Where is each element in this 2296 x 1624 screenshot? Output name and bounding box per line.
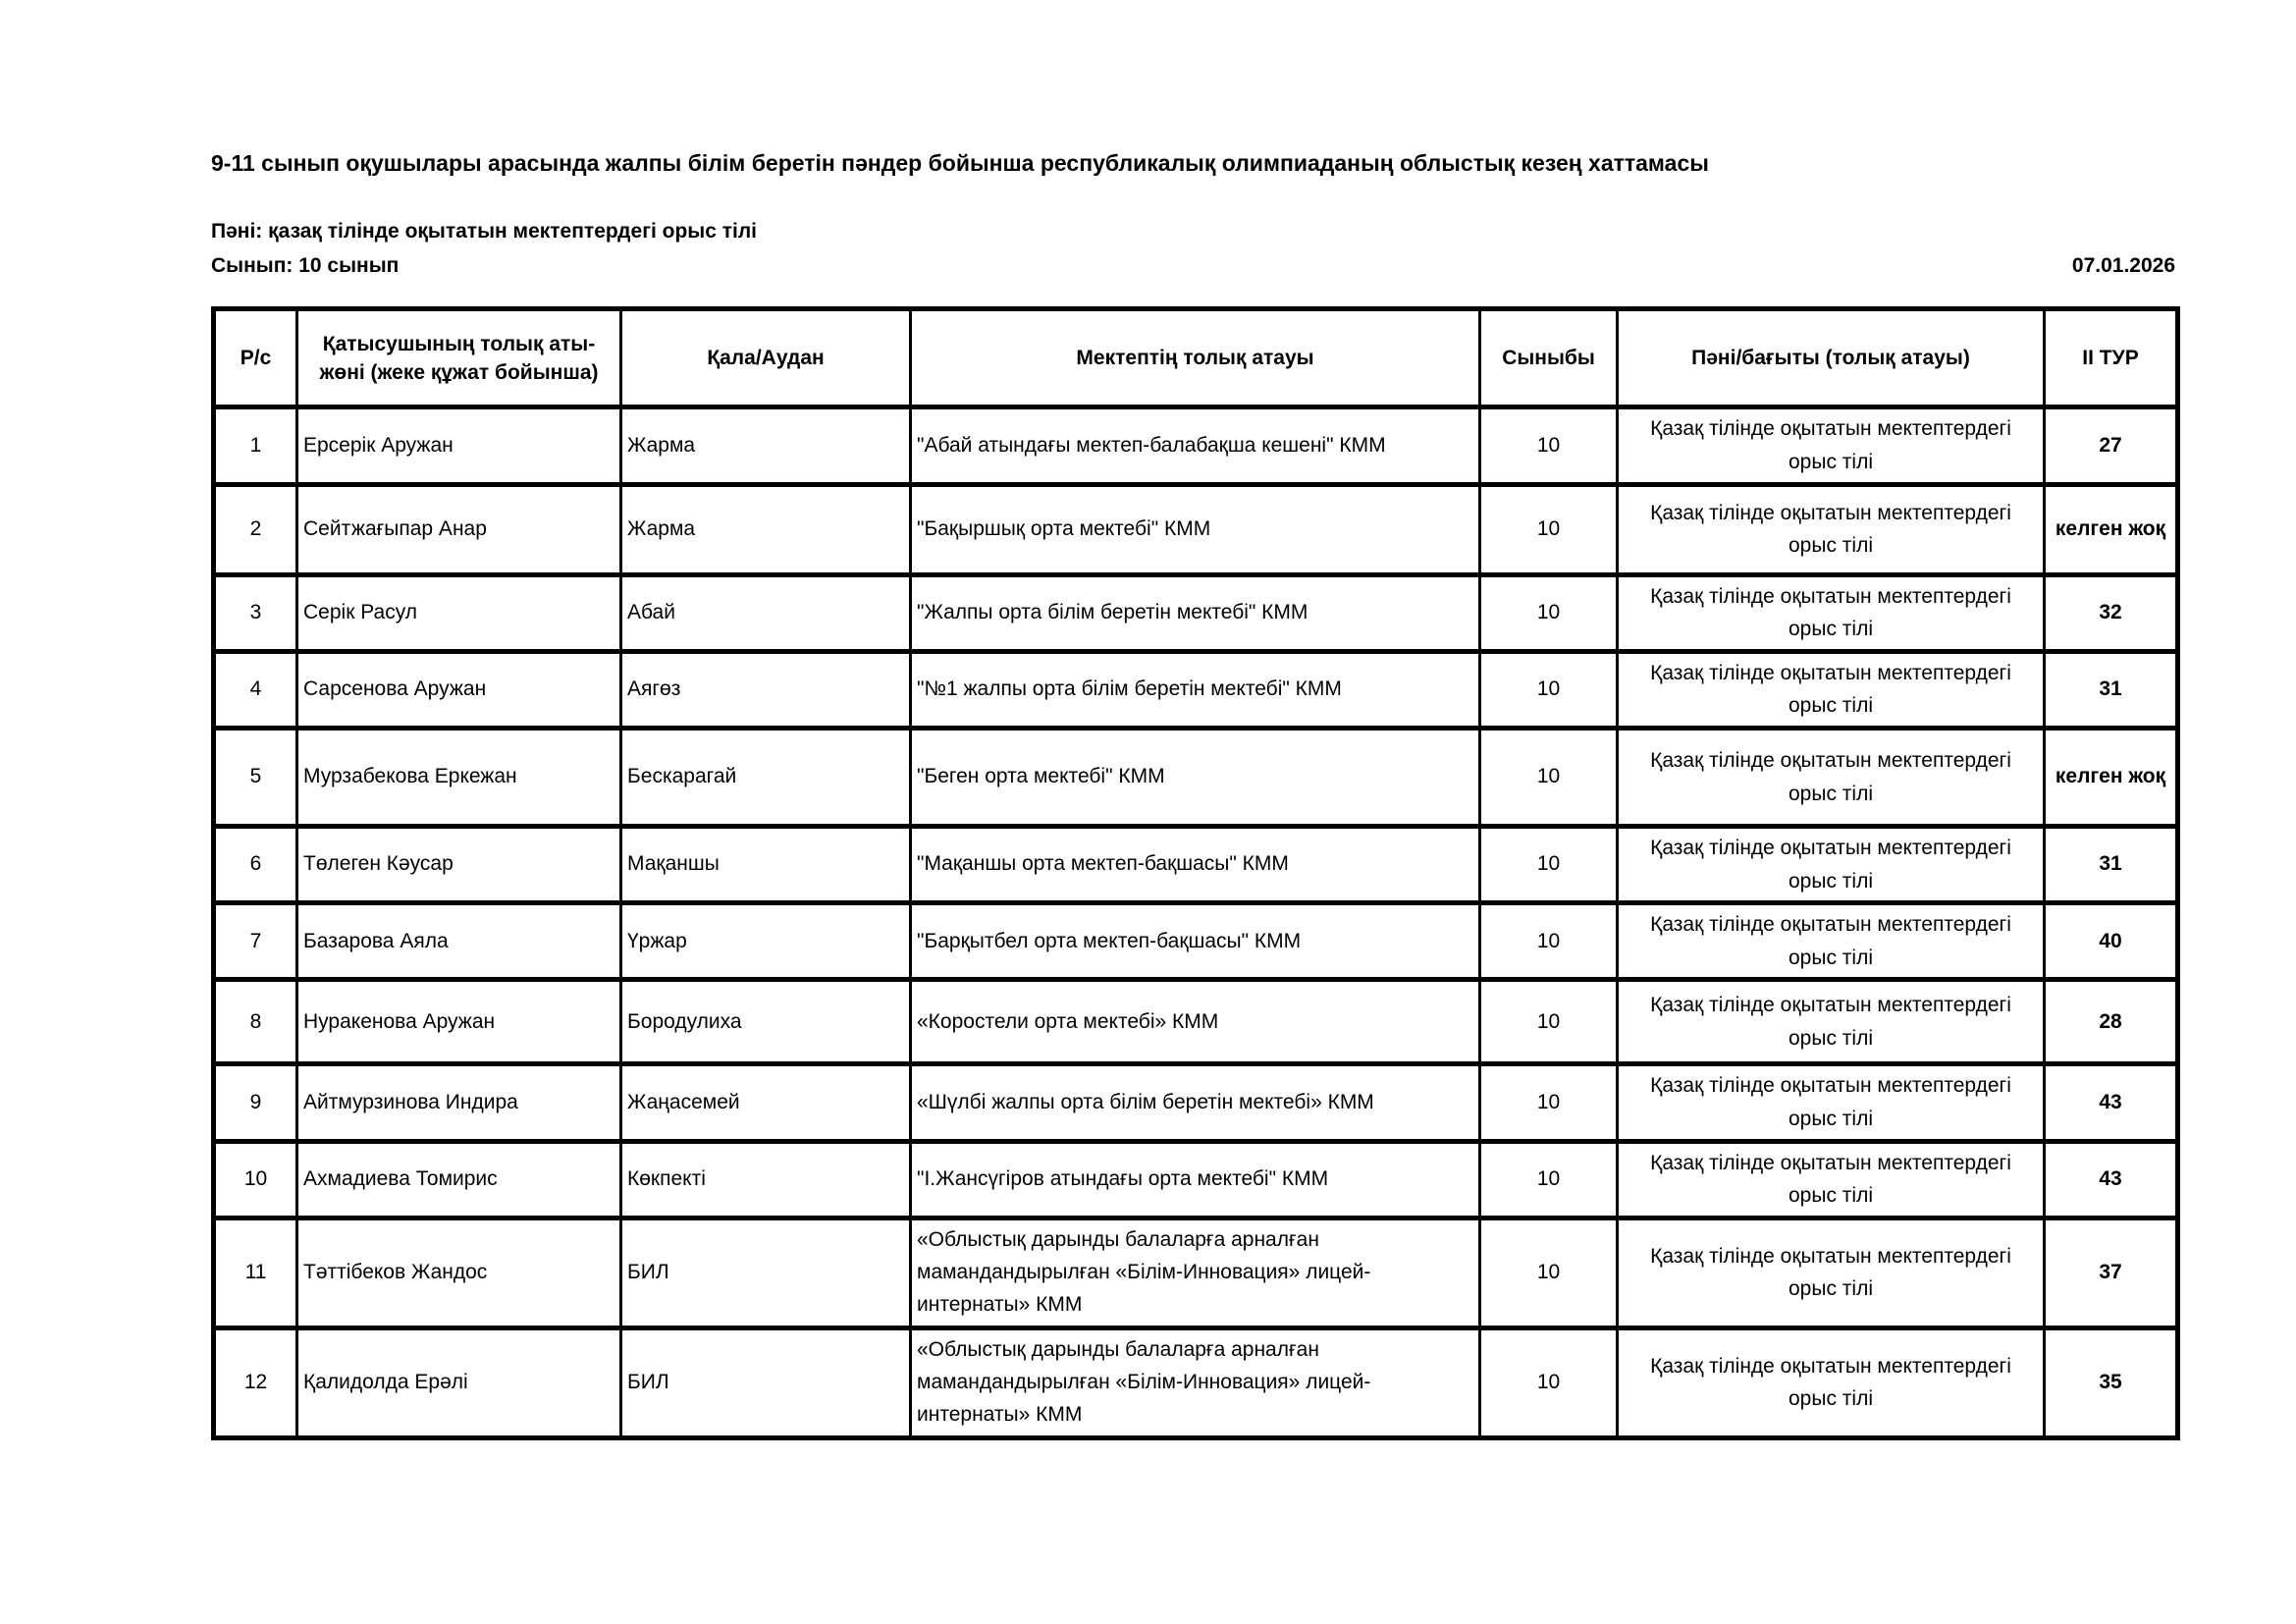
column-header-city: Қала/Аудан bbox=[621, 309, 911, 407]
cell-tour2-score: 32 bbox=[2045, 574, 2178, 651]
cell-city: Бескарагай bbox=[621, 729, 911, 827]
cell-grade: 10 bbox=[1480, 729, 1618, 827]
cell-grade: 10 bbox=[1480, 1064, 1618, 1141]
cell-school: "Барқытбел орта мектеп-бақшасы" КММ bbox=[911, 903, 1480, 980]
cell-tour2-score: 31 bbox=[2045, 651, 2178, 728]
column-header-school: Мектептің толық атауы bbox=[911, 309, 1480, 407]
table-row bbox=[214, 484, 2178, 574]
cell-tour2-score: 28 bbox=[2045, 980, 2178, 1064]
cell-school: "І.Жансүгіров атындағы орта мектебі" КММ bbox=[911, 1141, 1480, 1218]
cell-school: «Облыстық дарынды балаларға арналған мамандандырылған «Білім-Инновация» лицей-интернаты» КММ bbox=[911, 1327, 1480, 1437]
table-row bbox=[214, 1327, 2178, 1437]
cell-tour2-score: 37 bbox=[2045, 1218, 2178, 1327]
cell-number: 6 bbox=[214, 827, 297, 903]
cell-grade: 10 bbox=[1480, 1327, 1618, 1437]
cell-subject: Қазақ тілінде оқытатын мектептердегі орыс тілі bbox=[1618, 980, 2045, 1064]
cell-grade: 10 bbox=[1480, 574, 1618, 651]
cell-number: 4 bbox=[214, 651, 297, 728]
cell-participant: Мурзабекова Еркежан bbox=[297, 729, 621, 827]
table-row bbox=[214, 407, 2178, 484]
cell-number: 11 bbox=[214, 1218, 297, 1327]
cell-tour2-score: 43 bbox=[2045, 1064, 2178, 1141]
cell-tour2-score: 31 bbox=[2045, 827, 2178, 903]
cell-grade: 10 bbox=[1480, 484, 1618, 574]
cell-city: Бородулиха bbox=[621, 980, 911, 1064]
column-header-number: Р/с bbox=[214, 309, 297, 407]
cell-tour2-score: келген жоқ bbox=[2045, 729, 2178, 827]
cell-subject: Қазақ тілінде оқытатын мектептердегі орыс тілі bbox=[1618, 651, 2045, 728]
cell-school: "Бақыршық орта мектебі" КММ bbox=[911, 484, 1480, 574]
cell-participant: Базарова Аяла bbox=[297, 903, 621, 980]
cell-subject: Қазақ тілінде оқытатын мектептердегі орыс тілі bbox=[1618, 1141, 2045, 1218]
column-header-tour2: II ТУР bbox=[2045, 309, 2178, 407]
cell-school: «Коростели орта мектебі» КММ bbox=[911, 980, 1480, 1064]
table-row bbox=[214, 903, 2178, 980]
protocol-table bbox=[211, 306, 2180, 1439]
cell-grade: 10 bbox=[1480, 1218, 1618, 1327]
cell-grade: 10 bbox=[1480, 827, 1618, 903]
table-header bbox=[214, 309, 2178, 407]
cell-number: 10 bbox=[214, 1141, 297, 1218]
table-row bbox=[214, 1218, 2178, 1327]
cell-subject: Қазақ тілінде оқытатын мектептердегі орыс тілі bbox=[1618, 574, 2045, 651]
cell-participant: Нуракенова Аружан bbox=[297, 980, 621, 1064]
cell-subject: Қазақ тілінде оқытатын мектептердегі орыс тілі bbox=[1618, 1064, 2045, 1141]
cell-participant: Тәттібеков Жандос bbox=[297, 1218, 621, 1327]
header-row bbox=[214, 309, 2178, 407]
cell-number: 12 bbox=[214, 1327, 297, 1437]
cell-number: 1 bbox=[214, 407, 297, 484]
cell-participant: Төлеген Кәусар bbox=[297, 827, 621, 903]
table-row bbox=[214, 827, 2178, 903]
cell-school: "№1 жалпы орта білім беретін мектебі" КММ bbox=[911, 651, 1480, 728]
cell-subject: Қазақ тілінде оқытатын мектептердегі орыс тілі bbox=[1618, 903, 2045, 980]
cell-grade: 10 bbox=[1480, 651, 1618, 728]
cell-subject: Қазақ тілінде оқытатын мектептердегі орыс тілі bbox=[1618, 827, 2045, 903]
cell-participant: Серік Расул bbox=[297, 574, 621, 651]
column-header-subject: Пәні/бағыты (толық атауы) bbox=[1618, 309, 2045, 407]
class-date-row bbox=[211, 252, 2175, 279]
cell-participant: Қалидолда Ерәлі bbox=[297, 1327, 621, 1437]
cell-school: «Шүлбі жалпы орта білім беретін мектебі» КММ bbox=[911, 1064, 1480, 1141]
table-row bbox=[214, 1064, 2178, 1141]
cell-subject: Қазақ тілінде оқытатын мектептердегі орыс тілі bbox=[1618, 1218, 2045, 1327]
cell-tour2-score: келген жоқ bbox=[2045, 484, 2178, 574]
cell-tour2-score: 40 bbox=[2045, 903, 2178, 980]
subject-line: Пәні: қазақ тілінде оқытатын мектептердегі орыс тілі bbox=[211, 219, 758, 243]
cell-grade: 10 bbox=[1480, 1141, 1618, 1218]
cell-city: Мақаншы bbox=[621, 827, 911, 903]
cell-subject: Қазақ тілінде оқытатын мектептердегі орыс тілі bbox=[1618, 729, 2045, 827]
cell-grade: 10 bbox=[1480, 903, 1618, 980]
cell-number: 8 bbox=[214, 980, 297, 1064]
document-date: 07.01.2026 bbox=[2071, 254, 2175, 278]
cell-number: 5 bbox=[214, 729, 297, 827]
cell-school: "Мақаншы орта мектеп-бақшасы" КММ bbox=[911, 827, 1480, 903]
cell-city: БИЛ bbox=[621, 1218, 911, 1327]
cell-grade: 10 bbox=[1480, 407, 1618, 484]
cell-grade: 10 bbox=[1480, 980, 1618, 1064]
page-title: 9-11 сынып оқушылары арасында жалпы білім беретін пәндер бойынша республикалық олимпиаданың облыстық кезең хаттамасы bbox=[211, 150, 1709, 176]
cell-subject: Қазақ тілінде оқытатын мектептердегі орыс тілі bbox=[1618, 407, 2045, 484]
table-row bbox=[214, 1141, 2178, 1218]
table-body bbox=[214, 407, 2178, 1437]
cell-number: 7 bbox=[214, 903, 297, 980]
cell-participant: Айтмурзинова Индира bbox=[297, 1064, 621, 1141]
cell-city: Аягөз bbox=[621, 651, 911, 728]
document-content bbox=[211, 0, 2175, 1440]
cell-tour2-score: 43 bbox=[2045, 1141, 2178, 1218]
cell-city: Көкпекті bbox=[621, 1141, 911, 1218]
cell-tour2-score: 35 bbox=[2045, 1327, 2178, 1437]
column-header-participant: Қатысушының толық аты-жөні (жеке құжат бойынша) bbox=[297, 309, 621, 407]
cell-number: 2 bbox=[214, 484, 297, 574]
column-header-grade: Сыныбы bbox=[1480, 309, 1618, 407]
cell-number: 3 bbox=[214, 574, 297, 651]
cell-school: «Облыстық дарынды балаларға арналған мамандандырылған «Білім-Инновация» лицей-интернаты» КММ bbox=[911, 1218, 1480, 1327]
cell-tour2-score: 27 bbox=[2045, 407, 2178, 484]
cell-school: "Жалпы орта білім беретін мектебі" КММ bbox=[911, 574, 1480, 651]
cell-participant: Сейтжағыпар Анар bbox=[297, 484, 621, 574]
cell-participant: Ахмадиева Томирис bbox=[297, 1141, 621, 1218]
cell-participant: Сарсенова Аружан bbox=[297, 651, 621, 728]
table-row bbox=[214, 729, 2178, 827]
cell-participant: Ерсерік Аружан bbox=[297, 407, 621, 484]
cell-subject: Қазақ тілінде оқытатын мектептердегі орыс тілі bbox=[1618, 484, 2045, 574]
table-row bbox=[214, 651, 2178, 728]
table-row bbox=[214, 574, 2178, 651]
cell-city: Жарма bbox=[621, 407, 911, 484]
cell-school: "Абай атындағы мектеп-балабақша кешені" КММ bbox=[911, 407, 1480, 484]
cell-number: 9 bbox=[214, 1064, 297, 1141]
table-row bbox=[214, 980, 2178, 1064]
class-line: Сынып: 10 сынып bbox=[211, 254, 400, 278]
cell-city: Жарма bbox=[621, 484, 911, 574]
cell-city: БИЛ bbox=[621, 1327, 911, 1437]
cell-city: Абай bbox=[621, 574, 911, 651]
cell-school: "Беген орта мектебі" КММ bbox=[911, 729, 1480, 827]
cell-city: Жаңасемей bbox=[621, 1064, 911, 1141]
cell-subject: Қазақ тілінде оқытатын мектептердегі орыс тілі bbox=[1618, 1327, 2045, 1437]
cell-city: Үржар bbox=[621, 903, 911, 980]
